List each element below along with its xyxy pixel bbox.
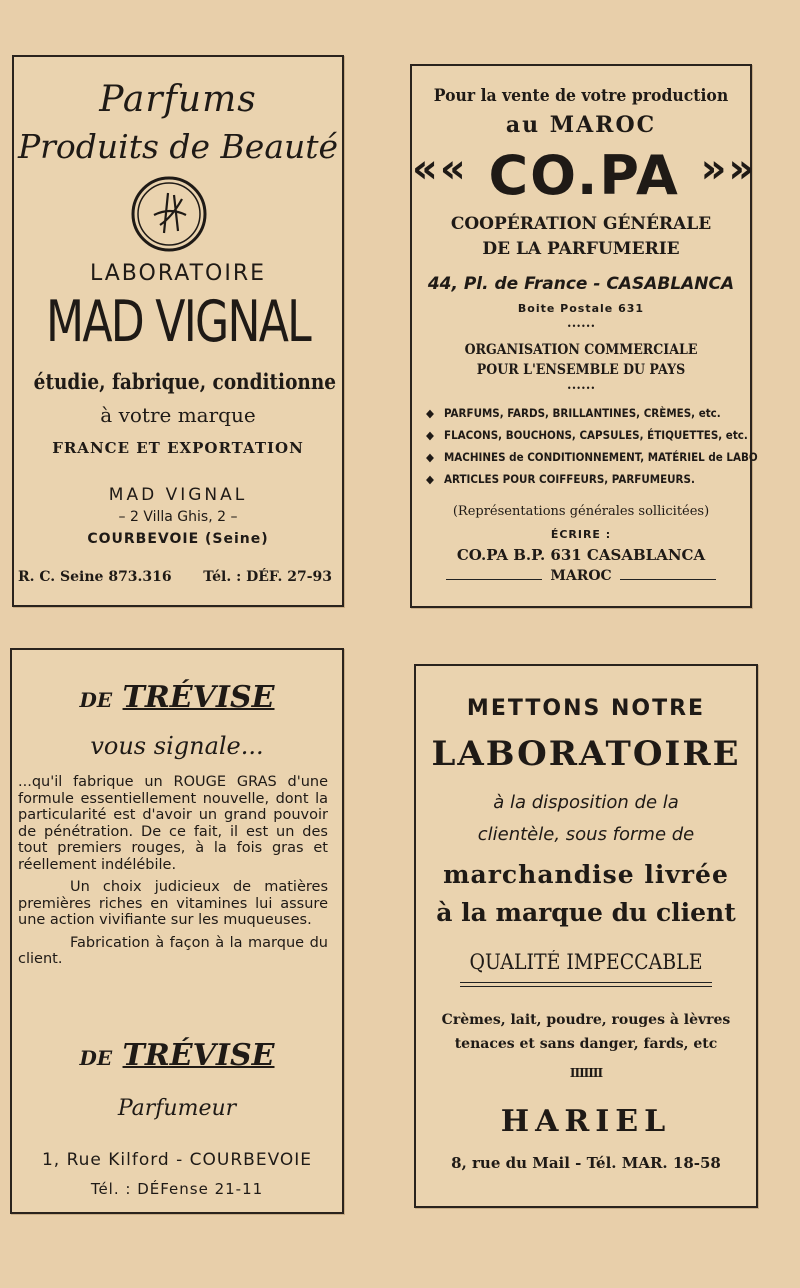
ad1-contact-name: MAD VIGNAL [108, 485, 248, 505]
ad2-dots-1: •••••• [566, 322, 596, 331]
diamond-bullet-icon: ◆ [426, 450, 434, 464]
ad2-brand-name: CO.PA [488, 144, 680, 207]
ad2-brand-close: »» [700, 146, 757, 192]
list-item: ◆ PARFUMS, FARDS, BRILLANTINES, CRÈMES, etc. [426, 402, 758, 424]
ad1-tel: Tél. : DÉF. 27-93 [203, 569, 332, 585]
ad3-paragraph-2: Un choix judicieux de matières premières riches en vitamines lui assure une action vivifiante sur les muqueuses. [18, 879, 328, 928]
ad3-paragraph-3: Fabrication à façon à la marque du client. [18, 934, 328, 967]
ad3-address: 1, Rue Kilford - COURBEVOIE [41, 1150, 313, 1170]
ad4-hariel: HARIEL [500, 1104, 672, 1139]
ad3-signale: vous signale... [90, 732, 264, 760]
ad1-laboratoire: LABORATOIRE [90, 261, 266, 286]
ad4-line-5: marchandise livrée [443, 860, 729, 889]
ad2-line-2: au MAROC [505, 112, 657, 138]
ad3-body [18, 774, 328, 974]
ad2-representations: (Représentations générales sollicitées) [452, 504, 710, 519]
diamond-bullet-icon: ◆ [426, 472, 434, 486]
ad1-contact-street: – 2 Villa Ghis, 2 – [118, 509, 238, 525]
ad3-paragraph-1: ...qu'il fabrique un ROUGE GRAS d'une formule essentiellement nouvelle, dont la particularité est d'avoir un grand pouvoir de pénétration. De ce fait, il est un des tout premiers rouges, à la fois gras et réellement indélébile. [18, 774, 328, 873]
diamond-bullet-icon: ◆ [426, 406, 434, 420]
ad-copa [410, 64, 758, 608]
ad-de-trevise [10, 648, 344, 1214]
ad2-brand-open: «« [412, 146, 468, 192]
ad2-bp: Boite Postale 631 [517, 302, 645, 315]
ad1-desc-1: étudie, fabrique, conditionne [33, 369, 337, 394]
list-item: ◆ MACHINES de CONDITIONNEMENT, MATÉRIEL de LABO [426, 446, 758, 468]
ad4-line-1: METTONS NOTRE [466, 696, 706, 721]
ad4-line-4: clientèle, sous forme de [477, 824, 695, 845]
monogram-circle-icon [130, 175, 208, 253]
ad2-org-2: POUR L'ENSEMBLE DU PAYS [476, 362, 686, 378]
ad2-address: 44, Pl. de France - CASABLANCA [427, 274, 735, 294]
ad1-desc-3: FRANCE ET EXPORTATION [52, 439, 304, 457]
ad2-brand [412, 144, 757, 207]
ad4-ornament: IIIIIII [569, 1066, 603, 1080]
ad2-line-1: Pour la vente de votre production [433, 86, 729, 106]
ad2-org-1: ORGANISATION COMMERCIALE [464, 342, 698, 358]
ad1-title-produits: Produits de Beauté [17, 127, 339, 166]
ad2-dots-2: •••••• [566, 384, 596, 393]
divider [620, 579, 716, 580]
ad1-company-name: MAD VIGNAL [45, 289, 311, 355]
ad2-ecrire: ÉCRIRE : [550, 528, 612, 541]
ad1-title-parfums: Parfums [99, 79, 257, 120]
ad2-write-address: CO.PA B.P. 631 CASABLANCA [456, 546, 706, 564]
ad2-coop-1: COOPÉRATION GÉNÉRALE [450, 214, 712, 234]
list-item: ◆ ARTICLES POUR COIFFEURS, PARFUMEURS. [426, 468, 758, 490]
ad3-parfumeur: Parfumeur [117, 1096, 237, 1121]
ad4-line-6: à la marque du client [436, 898, 736, 927]
ad1-contact-city: COURBEVOIE (Seine) [87, 531, 269, 547]
ad4-laboratoire: LABORATOIRE [431, 734, 741, 774]
ad4-line-9: tenaces et sans danger, fards, etc [454, 1036, 718, 1052]
double-rule [460, 982, 712, 987]
ad4-line-3: à la disposition de la [493, 792, 679, 813]
ad2-coop-2: DE LA PARFUMERIE [482, 239, 680, 259]
ad3-brand-bottom: DE TRÉVISE [79, 1038, 275, 1073]
ad4-line-8: Crèmes, lait, poudre, rouges à lèvres [441, 1012, 731, 1028]
ad2-country: MAROC [550, 568, 612, 584]
ad-hariel [414, 664, 758, 1208]
ad3-tel: Tél. : DÉFense 21-11 [90, 1180, 264, 1198]
ad-mad-vignal [12, 55, 344, 607]
ad1-rc: R. C. Seine 873.316 [18, 569, 172, 585]
ad4-address: 8, rue du Mail - Tél. MAR. 18-58 [451, 1154, 721, 1172]
ad2-bullet-list [426, 402, 758, 490]
ad3-brand-top: DE TRÉVISE [79, 680, 275, 715]
ad1-desc-2: à votre marque [100, 403, 256, 427]
diamond-bullet-icon: ◆ [426, 428, 434, 442]
ad4-qualite: QUALITÉ IMPECCABLE [469, 950, 703, 974]
list-item: ◆ FLACONS, BOUCHONS, CAPSULES, ÉTIQUETTES, etc. [426, 424, 758, 446]
